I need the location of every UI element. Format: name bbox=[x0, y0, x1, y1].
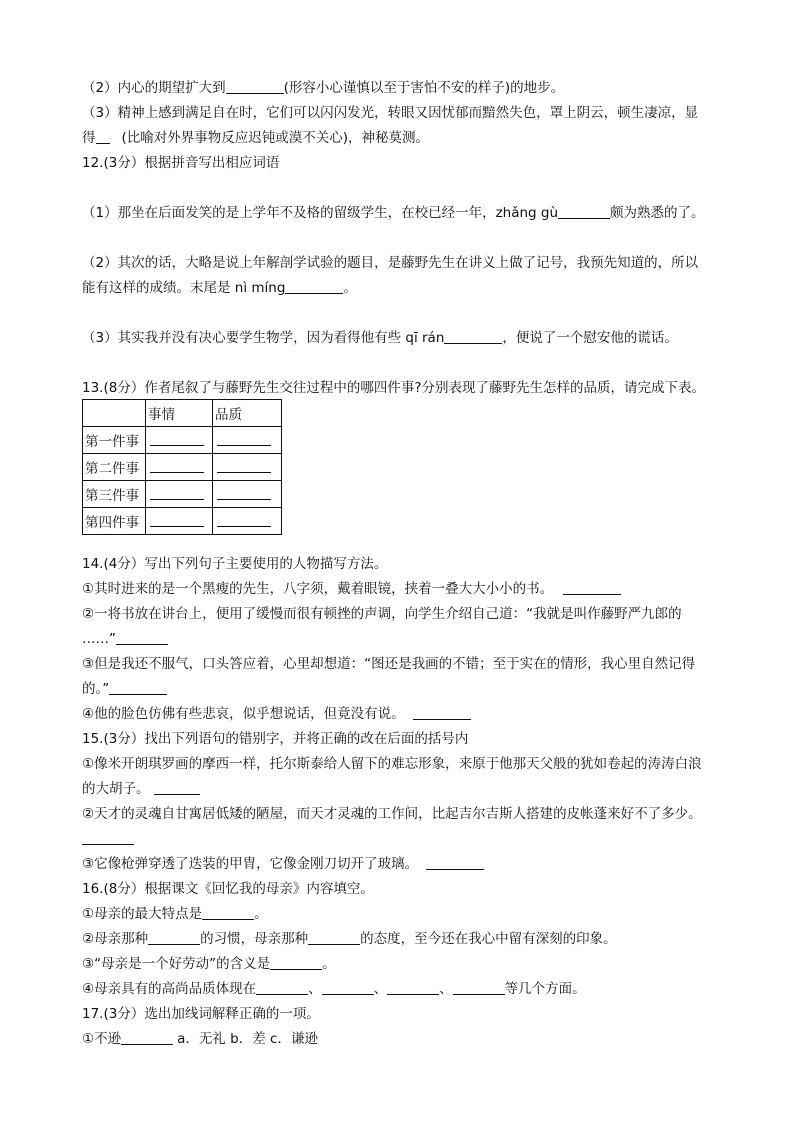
q16-item3-text: ③“母亲是一个好劳动”的含义是 bbox=[82, 956, 271, 972]
answer-cell[interactable] bbox=[213, 481, 282, 508]
table-row bbox=[83, 508, 282, 535]
q14-item1-text: ①其时进来的是一个黑瘦的先生，八字须，戴着眼镜，挟着一叠大大小小的书。 bbox=[82, 581, 554, 597]
answer-blank[interactable] bbox=[444, 329, 502, 344]
answer-blank[interactable] bbox=[426, 855, 484, 870]
table-header-row bbox=[83, 400, 282, 427]
question-12-header: 12.(3分）根据拼音写出相应词语 bbox=[82, 155, 280, 171]
answer-blank[interactable] bbox=[116, 630, 168, 645]
q14-item4-text: ④他的脸色仿佛有些悲哀，似乎想说话，但竟没有说。 bbox=[82, 706, 405, 722]
q12-item2-text-end: 。 bbox=[343, 280, 357, 296]
separator: 、 bbox=[308, 981, 322, 997]
answer-cell[interactable] bbox=[213, 508, 282, 535]
answer-blank[interactable] bbox=[217, 431, 271, 446]
answer-blank[interactable] bbox=[453, 980, 505, 995]
answer-cell[interactable] bbox=[146, 481, 213, 508]
q11-item2 bbox=[82, 79, 564, 97]
q12-item1-text: （1）那坐在后面发笑的是上学年不及格的留级学生，在校已经一年，zhǎng gù bbox=[82, 205, 559, 221]
q12-item1-text-end: 颇为熟悉的了。 bbox=[610, 205, 705, 221]
answer-cell[interactable] bbox=[146, 454, 213, 481]
question-14-header: 14.(4分）写出下列句子主要使用的人物描写方法。 bbox=[82, 556, 388, 572]
q14-item3-line1: ③但是我还不服气，口头答应着，心里却想道：“图还是我画的不错；至于实在的情形，我心里自然记得 bbox=[82, 656, 696, 672]
q13-table bbox=[82, 399, 282, 535]
table-header-cell: 事情 bbox=[146, 400, 213, 427]
q15-item1-text: 的大胡子。 bbox=[82, 781, 150, 797]
answer-cell[interactable] bbox=[146, 508, 213, 535]
answer-blank[interactable] bbox=[322, 980, 374, 995]
q17-item1 bbox=[82, 1030, 318, 1048]
q11-item3-text-end: (比喻对外界事物反应迟钝或漠不关心)，神秘莫测。 bbox=[121, 130, 430, 146]
q12-item3-text: （3）其实我并没有决心要学生物学，因为看得他有些 qī rán bbox=[82, 330, 445, 346]
q14-item3-line2 bbox=[82, 680, 167, 698]
answer-blank[interactable] bbox=[217, 458, 271, 473]
q15-item1-line1: ①像米开朗琪罗画的摩西一样，托尔斯泰给人留下的难忘形象，来原于他那天父般的犹如卷起的涛涛白浪 bbox=[82, 756, 702, 772]
q16-item4 bbox=[82, 980, 586, 998]
q17-item1-options: a．无礼 b．差 c．谦逊 bbox=[177, 1031, 318, 1047]
question-17-header: 17.(3分）选出加线词解释正确的一项。 bbox=[82, 1006, 320, 1022]
answer-blank[interactable] bbox=[202, 905, 254, 920]
q15-item2-line2 bbox=[82, 830, 134, 848]
table-row bbox=[83, 481, 282, 508]
q16-item4-text-end: 等几个方面。 bbox=[504, 981, 586, 997]
q14-item3-text: 的。” bbox=[82, 681, 110, 697]
q12-item2-text: 能有这样的成绩。末尾是 nì míng bbox=[82, 280, 286, 296]
answer-blank[interactable] bbox=[150, 485, 204, 500]
q11-item2-text: （2）内心的期望扩大到 bbox=[82, 80, 226, 96]
q16-item1-text: ①母亲的最大特点是 bbox=[82, 906, 203, 922]
separator: 、 bbox=[373, 981, 388, 997]
answer-blank[interactable] bbox=[150, 512, 204, 527]
answer-blank[interactable] bbox=[148, 930, 200, 945]
answer-blank[interactable] bbox=[217, 485, 271, 500]
answer-blank[interactable] bbox=[270, 955, 322, 970]
q14-item4 bbox=[82, 705, 471, 723]
answer-blank[interactable] bbox=[308, 930, 360, 945]
q15-item2-line1: ②天才的灵魂自甘寓居低矮的陋屋，而天才灵魂的工作间，比起吉尔吉斯人搭建的皮帐蓬来好不了多少。 bbox=[82, 806, 702, 822]
row-label: 第一件事 bbox=[83, 427, 146, 454]
q11-item3-line1: （3）精神上感到满足自在时，它们可以闪闪发光，转眼又因忧郁而黯然失色，罩上阴云，顿生凄凉，显 bbox=[82, 105, 699, 121]
answer-cell[interactable] bbox=[213, 454, 282, 481]
q12-item3-text-end: ，便说了一个慰安他的谎话。 bbox=[502, 330, 678, 346]
q12-item2-line1: （2）其次的话，大略是说上年解剖学试验的题目，是藤野先生在讲义上做了记号，我预先知道的，所以 bbox=[82, 255, 699, 271]
q15-item3 bbox=[82, 855, 484, 873]
answer-blank[interactable] bbox=[150, 458, 204, 473]
q15-item1-line2 bbox=[82, 780, 200, 798]
answer-cell[interactable] bbox=[146, 427, 213, 454]
table-header-cell: 品质 bbox=[213, 400, 282, 427]
answer-blank[interactable] bbox=[96, 129, 110, 144]
q12-item1 bbox=[82, 204, 705, 222]
table-header-cell bbox=[83, 400, 146, 427]
q11-item2-text-end: (形容小心谨慎以至于害怕不安的样子)的地步。 bbox=[283, 80, 565, 96]
answer-blank[interactable] bbox=[154, 780, 200, 795]
answer-blank[interactable] bbox=[150, 431, 204, 446]
question-13-header: 13.(8分）作者尾叙了与藤野先生交往过程中的哪四件事?分别表现了藤野先生怎样的品质，请完成下表。 bbox=[82, 380, 705, 396]
q15-item3-text: ③它像枪弹穿透了迭装的甲胄，它像金刚刀切开了玻璃。 bbox=[82, 856, 419, 872]
q16-item1-text-end: 。 bbox=[254, 906, 268, 922]
answer-blank[interactable] bbox=[109, 680, 167, 695]
q11-item3-line2 bbox=[82, 129, 429, 147]
answer-blank[interactable] bbox=[413, 705, 471, 720]
q12-item2-line2 bbox=[82, 279, 357, 297]
question-16-header: 16.(8分）根据课文《回忆我的母亲》内容填空。 bbox=[82, 881, 374, 897]
row-label: 第二件事 bbox=[83, 454, 146, 481]
q16-item2-text-b: 的习惯，母亲那种 bbox=[200, 931, 309, 947]
q16-item3-text-end: 。 bbox=[322, 956, 336, 972]
q17-item1-text: ①不逊 bbox=[82, 1031, 122, 1047]
q14-item1 bbox=[82, 580, 621, 598]
q14-item2-line1: ②一将书放在讲台上，便用了缓慢而很有顿挫的声调，向学生介绍自己道：“我就是叫作藤野严九郎的 bbox=[82, 606, 682, 622]
q14-item2-text: ……” bbox=[82, 631, 116, 647]
q11-item3-text: 得 bbox=[82, 130, 96, 146]
row-label: 第三件事 bbox=[83, 481, 146, 508]
answer-cell[interactable] bbox=[213, 427, 282, 454]
q12-item3 bbox=[82, 329, 678, 347]
table-row bbox=[83, 454, 282, 481]
answer-blank[interactable] bbox=[256, 980, 308, 995]
answer-blank[interactable] bbox=[226, 79, 284, 94]
q16-item2-text-c: 的态度，至今还在我心中留有深刻的印象。 bbox=[360, 931, 617, 947]
q16-item4-text: ④母亲具有的高尚品质体现在 bbox=[82, 981, 257, 997]
answer-blank[interactable] bbox=[217, 512, 271, 527]
table-row bbox=[83, 427, 282, 454]
answer-blank[interactable] bbox=[387, 980, 439, 995]
q16-item3 bbox=[82, 955, 336, 973]
answer-blank[interactable] bbox=[121, 1030, 173, 1045]
answer-blank[interactable] bbox=[82, 830, 134, 845]
q16-item1 bbox=[82, 905, 268, 923]
q16-item2 bbox=[82, 930, 617, 948]
q14-item2-line2 bbox=[82, 630, 168, 648]
answer-blank[interactable] bbox=[558, 204, 610, 219]
question-15-header: 15.(3分）找出下列语句的错别字，并将正确的改在后面的括号内 bbox=[82, 731, 469, 747]
separator: 、 bbox=[439, 981, 453, 997]
answer-blank[interactable] bbox=[563, 580, 621, 595]
row-label: 第四件事 bbox=[83, 508, 146, 535]
answer-blank[interactable] bbox=[285, 279, 343, 294]
q16-item2-text-a: ②母亲那种 bbox=[82, 931, 149, 947]
